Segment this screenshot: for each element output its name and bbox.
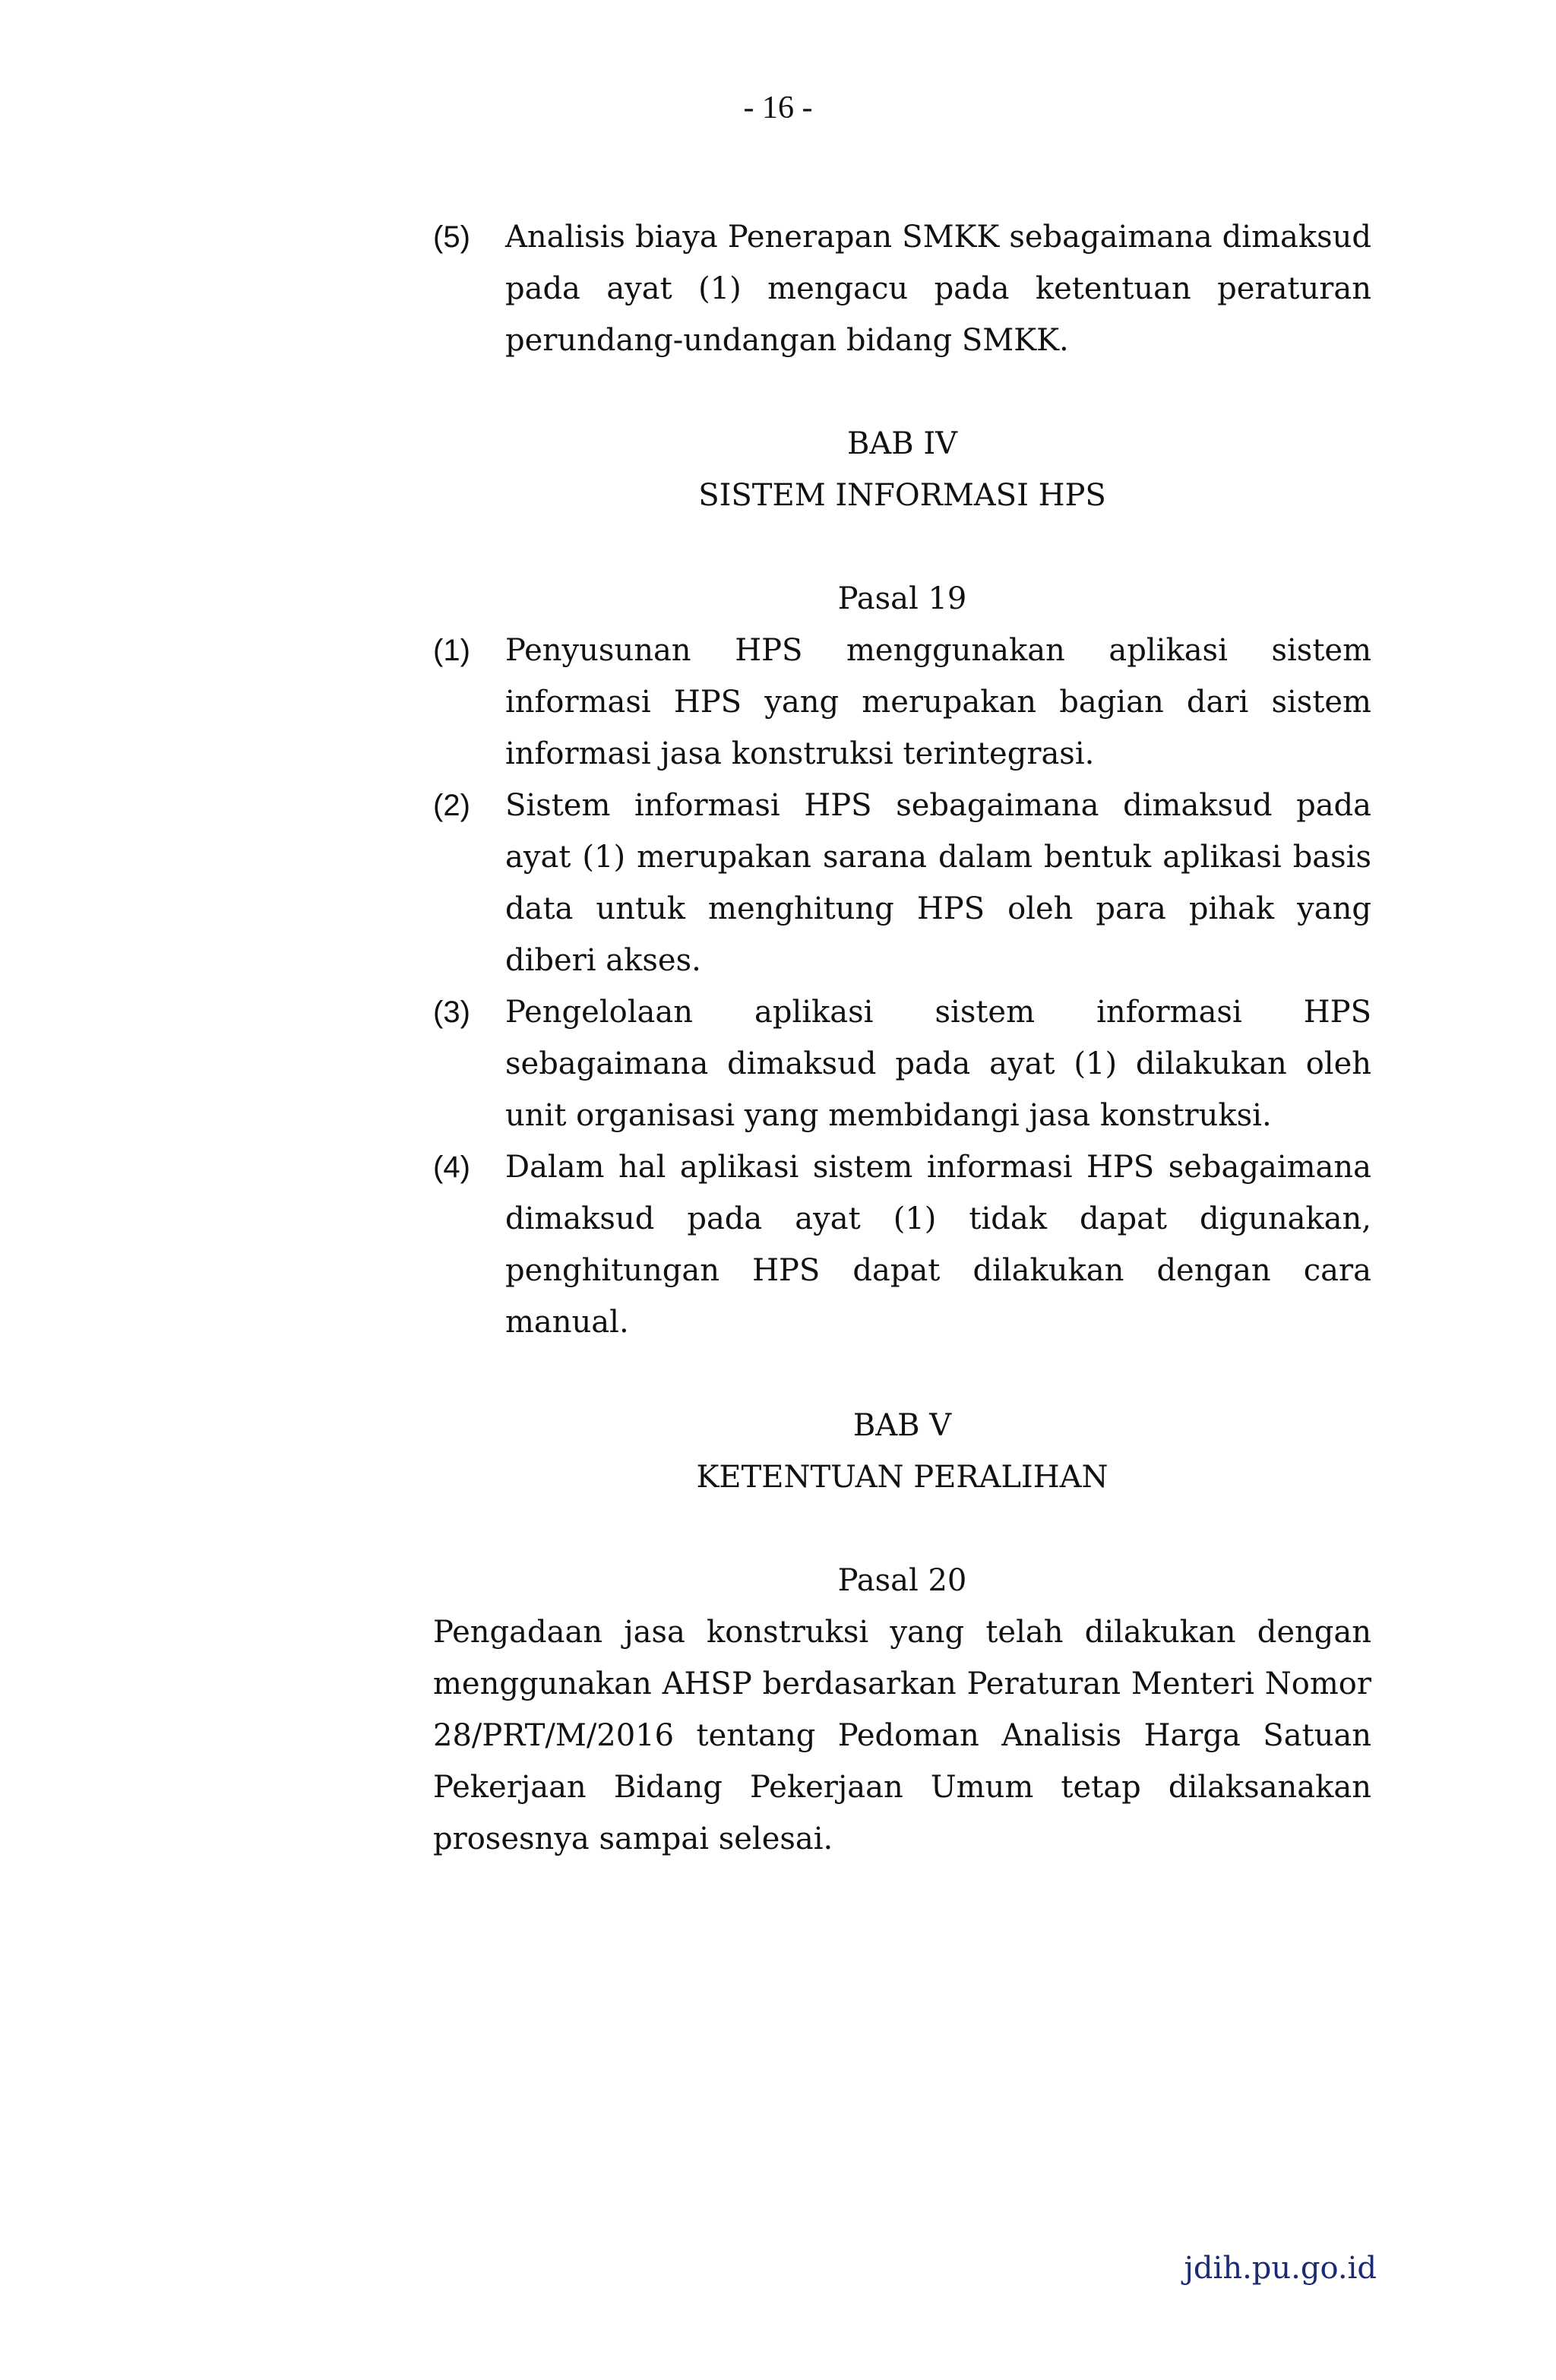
list-item-5 <box>433 211 1371 366</box>
article-title: Pasal 20 <box>837 1563 967 1598</box>
page-number: - 16 - <box>743 90 813 125</box>
item-number: (3) <box>433 995 470 1029</box>
item-text: Penyusunan HPS menggunakan aplikasi sistem informasi HPS yang merupakan bagian dari sistem informasi jasa konstruksi terintegrasi. <box>505 633 1371 771</box>
chapter-subtitle: KETENTUAN PERALIHAN <box>696 1460 1108 1495</box>
article-title: Pasal 19 <box>837 581 967 616</box>
item-text: Sistem informasi HPS sebagaimana dimaksud pada ayat (1) merupakan sarana dalam bentuk aplikasi basis data untuk menghitung HPS oleh para pihak yang diberi akses. <box>505 788 1371 978</box>
chapter-title: BAB IV <box>846 426 958 461</box>
item-number: (2) <box>433 789 470 822</box>
list-item-3 <box>433 986 1371 1141</box>
item-text: Analisis biaya Penerapan SMKK sebagaimana dimaksud pada ayat (1) mengacu pada ketentuan peraturan perundang-undangan bidang SMKK. <box>505 220 1371 358</box>
list-item-4 <box>433 1141 1371 1348</box>
list-item-1 <box>433 625 1371 780</box>
watermark-link[interactable]: jdih.pu.go.id <box>1184 2251 1377 2286</box>
chapter-title: BAB V <box>852 1408 952 1443</box>
chapter-subtitle: SISTEM INFORMASI HPS <box>698 478 1106 513</box>
document-body <box>433 211 1371 1865</box>
item-number: (4) <box>433 1150 470 1184</box>
item-text: Dalam hal aplikasi sistem informasi HPS sebagaimana dimaksud pada ayat (1) tidak dapat digunakan, penghitungan HPS dapat dilakukan dengan cara manual. <box>505 1150 1371 1340</box>
list-item-2 <box>433 780 1371 986</box>
item-number: (5) <box>433 220 470 254</box>
paragraph: Pengadaan jasa konstruksi yang telah dilakukan dengan menggunakan AHSP berdasarkan Peraturan Menteri Nomor 28/PRT/M/2016 tentang Pedoman Analisis Harga Satuan Pekerjaan Bidang Pekerjaan Umum tetap dilaksanakan prosesnya sampai selesai. <box>433 1615 1371 1856</box>
item-text: Pengelolaan aplikasi sistem informasi HPS sebagaimana dimaksud pada ayat (1) dilakukan oleh unit organisasi yang membidangi jasa konstruksi. <box>505 995 1371 1133</box>
item-number: (1) <box>433 634 470 667</box>
